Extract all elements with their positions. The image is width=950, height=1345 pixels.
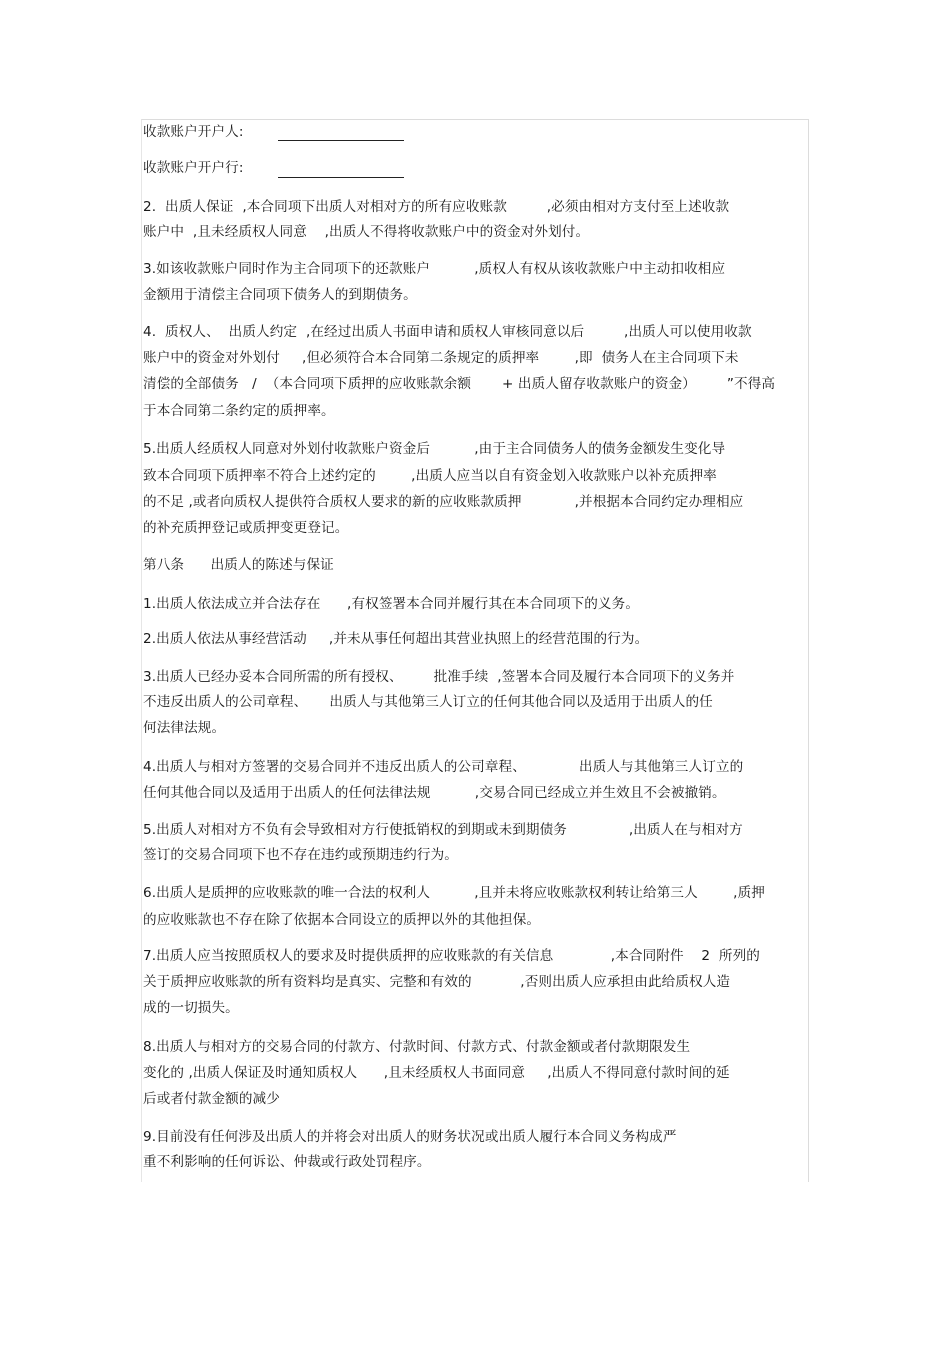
article-8-item-1: 1.出质人依法成立并合法存在 ,有权签署本合同并履行其在本合同项下的义务。: [143, 596, 640, 612]
clause-5-line-4: 的补充质押登记或质押变更登记。: [143, 520, 349, 536]
article-8-item-4-line-2: 任何其他合同以及适用于出质人的任何法律法规 ,交易合同已经成立并生效且不会被撤销。: [143, 785, 726, 801]
article-8-item-7-line-2: 关于质押应收账款的所有资料均是真实、完整和有效的 ,否则出质人应承担由此给质权人造: [143, 974, 731, 990]
article-8-heading: 第八条 出质人的陈述与保证: [143, 557, 334, 573]
article-8-item-5-line-1: 5.出质人对相对方不负有会导致相对方行使抵销权的到期或未到期债务 ,出质人在与相对方: [143, 822, 743, 838]
clause-2-line-1: 2. 出质人保证 ,本合同项下出质人对相对方的所有应收账款 ,必须由相对方支付至上述收款: [143, 199, 730, 215]
article-8-item-8-line-2: 变化的 ,出质人保证及时通知质权人 ,且未经质权人书面同意 ,出质人不得同意付款时间的延: [143, 1065, 730, 1081]
article-8-item-4-line-1: 4.出质人与相对方签署的交易合同并不违反出质人的公司章程、 出质人与其他第三人订立的: [143, 759, 744, 775]
account-bank-blank: [278, 177, 404, 178]
article-8-item-3-line-1: 3.出质人已经办妥本合同所需的所有授权、 批准手续 ,签署本合同及履行本合同项下的义务并: [143, 669, 735, 685]
article-8-item-7-line-3: 成的一切损失。: [143, 1000, 239, 1016]
account-bank-label: 收款账户开户行:: [143, 160, 244, 176]
account-holder-label: 收款账户开户人:: [143, 124, 244, 140]
article-8-item-2: 2.出质人依法从事经营活动 ,并未从事任何超出其营业执照上的经营范围的行为。: [143, 631, 649, 647]
clause-4-line-1: 4. 质权人、 出质人约定 ,在经过出质人书面申请和质权人审核同意以后 ,出质人可以使用收款: [143, 324, 752, 340]
clause-4-line-3: 清偿的全部债务 / （本合同项下质押的应收账款余额 + 出质人留存收款账户的资金） ”不得高: [143, 376, 776, 392]
article-8-item-7-line-1: 7.出质人应当按照质权人的要求及时提供质押的应收账款的有关信息 ,本合同附件 2 所列的: [143, 948, 761, 964]
article-8-item-8-line-1: 8.出质人与相对方的交易合同的付款方、付款时间、付款方式、付款金额或者付款期限发生: [143, 1039, 691, 1055]
article-8-item-9-line-1: 9.目前没有任何涉及出质人的并将会对出质人的财务状况或出质人履行本合同义务构成严: [143, 1129, 677, 1145]
clause-5-line-1: 5.出质人经质权人同意对外划付收款账户资金后 ,由于主合同债务人的债务金额发生变化导: [143, 441, 726, 457]
clause-3-line-1: 3.如该收款账户同时作为主合同项下的还款账户 ,质权人有权从该收款账户中主动扣收相应: [143, 261, 726, 277]
article-8-item-3-line-2: 不违反出质人的公司章程、 出质人与其他第三人订立的任何其他合同以及适用于出质人的任: [143, 694, 713, 710]
clause-3-line-2: 金额用于清偿主合同项下债务人的到期债务。: [143, 287, 417, 303]
article-8-item-6-line-1: 6.出质人是质押的应收账款的唯一合法的权利人 ,且并未将应收账款权利转让给第三人 ,质押: [143, 885, 765, 901]
article-8-item-9-line-2: 重不利影响的任何诉讼、仲裁或行政处罚程序。: [143, 1154, 431, 1170]
clause-4-line-2: 账户中的资金对外划付 ,但必须符合本合同第二条规定的质押率 ,即 债务人在主合同项下未: [143, 350, 739, 366]
article-8-item-6-line-2: 的应收账款也不存在除了依据本合同设立的质押以外的其他担保。: [143, 912, 541, 928]
clause-5-line-2: 致本合同项下质押率不符合上述约定的 ,出质人应当以自有资金划入收款账户以补充质押率: [143, 468, 717, 484]
clause-5-line-3: 的不足 ,或者向质权人提供符合质权人要求的新的应收账款质押 ,并根据本合同约定办理相应: [143, 494, 744, 510]
clause-2-line-2: 账户中 ,且未经质权人同意 ,出质人不得将收款账户中的资金对外划付。: [143, 224, 590, 240]
article-8-item-3-line-3: 何法律法规。: [143, 720, 226, 736]
article-8-item-5-line-2: 签订的交易合同项下也不存在违约或预期违约行为。: [143, 847, 458, 863]
clause-4-line-4: 于本合同第二条约定的质押率。: [143, 403, 335, 419]
article-8-item-8-line-3: 后或者付款金额的减少: [143, 1091, 280, 1107]
page-frame: [141, 119, 809, 1182]
account-holder-blank: [278, 140, 404, 141]
